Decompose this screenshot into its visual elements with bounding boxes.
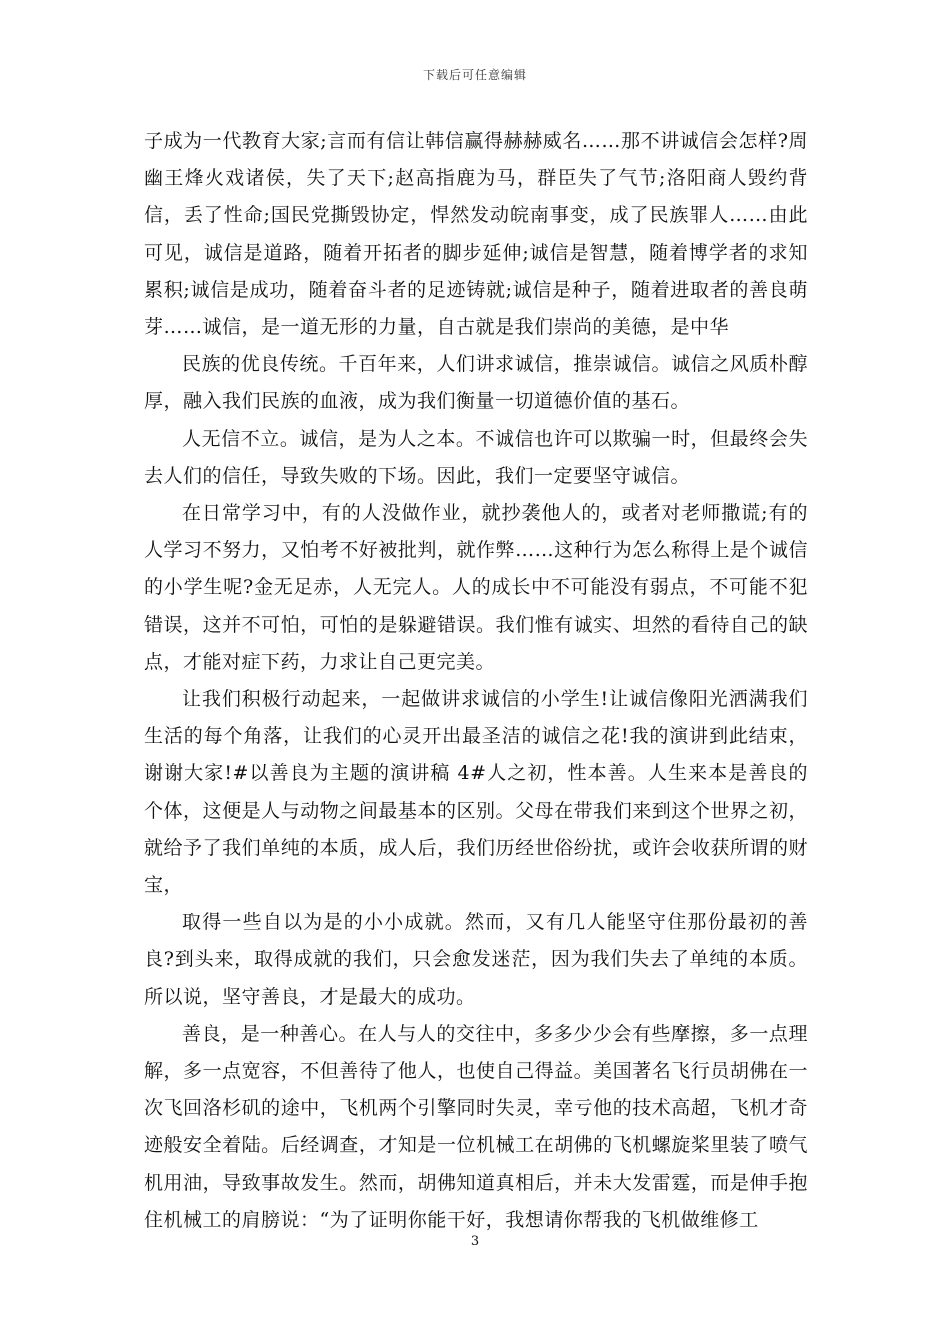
paragraph: 人无信不立。诚信，是为人之本。不诚信也许可以欺骗一时，但最终会失去人们的信任，导致失败的下场。因此，我们一定要坚守诚信。 [144, 427, 808, 487]
page-number: 3 [470, 1234, 480, 1249]
paragraph: 善良，是一种善心。在人与人的交往中，多多少少会有些摩擦，多一点理解，多一点宽容，不但善待了他人，也使自己得益。美国著名飞行员胡佛在一次飞回洛杉矶的途中，飞机两个引擎同时失灵，幸亏他的技术高超，飞机才奇迹般安全着陆。后经调查，才知是一位机械工在胡佛的飞机螺旋桨里装了喷气机用油，导致事故发生。然而，胡佛知道真相后，并未大发雷霆，而是伸手抱住机械工的肩膀说：“为了证明你能干好，我想请你帮我的飞机做维修工 [144, 1022, 808, 1231]
paragraph: 子成为一代教育大家;言而有信让韩信赢得赫赫威名……那不讲诚信会怎样?周幽王烽火戏诸侯，失了天下;赵高指鹿为马，群臣失了气节;洛阳商人毁约背信，丢了性命;国民党撕毁协定，悍然发动皖南事变，成了民族罪人……由此可见，诚信是道路，随着开拓者的脚步延伸;诚信是智慧，随着博学者的求知累积;诚信是成功，随着奋斗者的足迹铸就;诚信是种子，随着进取者的善良萌芽……诚信，是一道无形的力量，自古就是我们崇尚的美德，是中华 [144, 130, 808, 339]
paragraph: 在日常学习中，有的人没做作业，就抄袭他人的，或者对老师撒谎;有的人学习不努力，又怕考不好被批判，就作弊……这种行为怎么称得上是个诚信的小学生呢?金无足赤，人无完人。人的成长中不可能没有弱点，不可能不犯错误，这并不可怕，可怕的是躲避错误。我们惟有诚实、坦然的看待自己的缺点，才能对症下药，力求让自己更完美。 [144, 502, 808, 673]
paragraph: 民族的优良传统。千百年来，人们讲求诚信，推崇诚信。诚信之风质朴醇厚，融入我们民族的血液，成为我们衡量一切道德价值的基石。 [144, 353, 808, 413]
paragraph: 取得一些自以为是的小小成就。然而，又有几人能坚守住那份最初的善良?到头来，取得成就的我们，只会愈发迷茫，因为我们失去了单纯的本质。所以说，坚守善良，才是最大的成功。 [144, 911, 808, 1008]
paragraph: 让我们积极行动起来，一起做讲求诚信的小学生!让诚信像阳光洒满我们生活的每个角落，让我们的心灵开出最圣洁的诚信之花!我的演讲到此结束，谢谢大家!#以善良为主题的演讲稿 4#人之初，性本善。人生来本是善良的个体，这便是人与动物之间最基本的区别。父母在带我们来到这个世界之初，就给予了我们单纯的本质，成人后，我们历经世俗纷扰，或许会收获所谓的财宝， [144, 688, 808, 897]
page-header: 下载后可任意编辑 [422, 68, 527, 82]
document-body [144, 123, 808, 1239]
